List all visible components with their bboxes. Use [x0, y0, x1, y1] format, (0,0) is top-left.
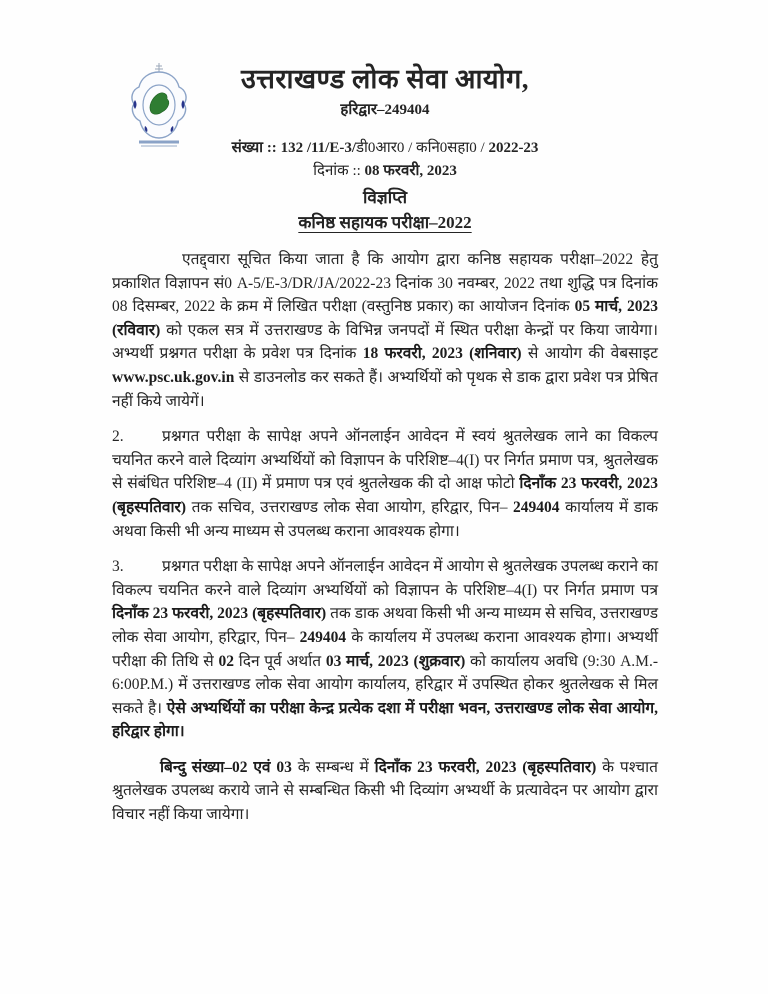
notice-title: विज्ञप्ति [362, 188, 408, 207]
document-header [112, 62, 658, 181]
paragraph-3-text: प्रश्नगत परीक्षा के सापेक्ष अपने ऑनलाईन आवेदन में आयोग से श्रुतलेखक उपलब्ध कराने का विकल्प चयनित करने वाले दिव्यांग अभ्यर्थियों को विज्ञापन के परिशिष्ट–4(I) पर निर्गत प्रमाण पत्र दिनाँक 23 फरवरी, 2023 (बृहस्पतिवार) तक डाक अथवा किसी भी अन्य माध्यम से सचिव, उत्तराखण्ड लोक सेवा आयोग, हरिद्वार, पिन– 249404 के कार्यालय में उपलब्ध कराना आवश्यक होगा। अभ्यर्थी परीक्षा की तिथि से 02 दिन पूर्व अर्थात 03 मार्च, 2023 (शुक्रवार) को कार्यालय अवधि (9:30 A.M.- 6:00P.M.) में उत्तराखण्ड लोक सेवा आयोग कार्यालय, हरिद्वार में उपस्थित होकर श्रुतलेखक से मिल सकते है। ऐसे अभ्यर्थियों का परीक्षा केन्द्र प्रत्येक दशा में परीक्षा भवन, उत्तराखण्ड लोक सेवा आयोग, हरिद्वार होगा। [112, 558, 658, 741]
paragraph-2 [112, 425, 658, 543]
issue-date-line: दिनांक :: 08 फरवरी, 2023 [313, 163, 457, 179]
paragraph-1: एतद्द्वारा सूचित किया जाता है कि आयोग द्वारा कनिष्ठ सहायक परीक्षा–2022 हेतु प्रकाशित विज्ञापन सं0 A-5/E-3/DR/JA/2022-23 दिनांक 30 नवम्बर, 2022 तथा शुद्धि पत्र दिनांक 08 दिसम्बर, 2022 के क्रम में लिखित परीक्षा (वस्तुनिष्ठ प्रकार) का आयोजन दिनांक 05 मार्च, 2023 (रविवार) को एकल सत्र में उत्तराखण्ड के विभिन्न जनपदों में स्थित परीक्षा केन्द्रों पर किया जायेगा। अभ्यर्थी प्रश्नगत परीक्षा के प्रवेश पत्र दिनांक 18 फरवरी, 2023 (शनिवार) से आयोग की वेबसाइट www.psc.uk.gov.in से डाउनलोड कर सकते हैं। अभ्यर्थियों को पृथक से डाक द्वारा प्रवेश पत्र प्रेषित नहीं किये जायेगें। [112, 251, 658, 410]
paragraph-2-text: प्रश्नगत परीक्षा के सापेक्ष अपने ऑनलाईन आवेदन में स्वयं श्रुतलेखक लाने का विकल्प चयनित करने वाले दिव्यांग अभ्यर्थियों को विज्ञापन के परिशिष्ट–4(I) पर निर्गत प्रमाण पत्र, श्रुतलेखक से संबंधित परिशिष्ट–4 (II) में प्रमाण पत्र एवं श्रुतलेखक की दो आक्ष फोटो दिनाँक 23 फरवरी, 2023 (बृहस्पतिवार) तक सचिव, उत्तराखण्ड लोक सेवा आयोग, हरिद्वार, पिन– 249404 कार्यालय में डाक अथवा किसी भी अन्य माध्यम से उपलब्ध कराना आवश्यक होगा। [112, 428, 658, 540]
org-address: हरिद्वार–249404 [340, 102, 430, 118]
paragraph-3-number: 3. [112, 558, 124, 576]
org-name: उत्तराखण्ड लोक सेवा आयोग, [240, 64, 530, 94]
paragraph-2-number: 2. [112, 428, 124, 446]
paragraph-4: बिन्दु संख्या–02 एवं 03 के सम्बन्ध में दिनाँक 23 फरवरी, 2023 (बृहस्पतिवार) के पश्चात श्रुतलेखक उपलब्ध कराये जाने से सम्बन्धित किसी भी दिव्यांग अभ्यर्थी के प्रत्यावेदन पर आयोग द्वारा विचार नहीं किया जायेगा। [112, 758, 658, 824]
exam-name-subtitle: कनिष्ठ सहायक परीक्षा–2022 [298, 213, 472, 232]
uttarakhand-psc-emblem-icon [127, 60, 191, 152]
paragraph-3 [112, 555, 658, 744]
reference-number-line: संख्या :: 132 /11/E-3/डी0आर0 / कनि0सहा0 / 2022-23 [231, 140, 539, 156]
